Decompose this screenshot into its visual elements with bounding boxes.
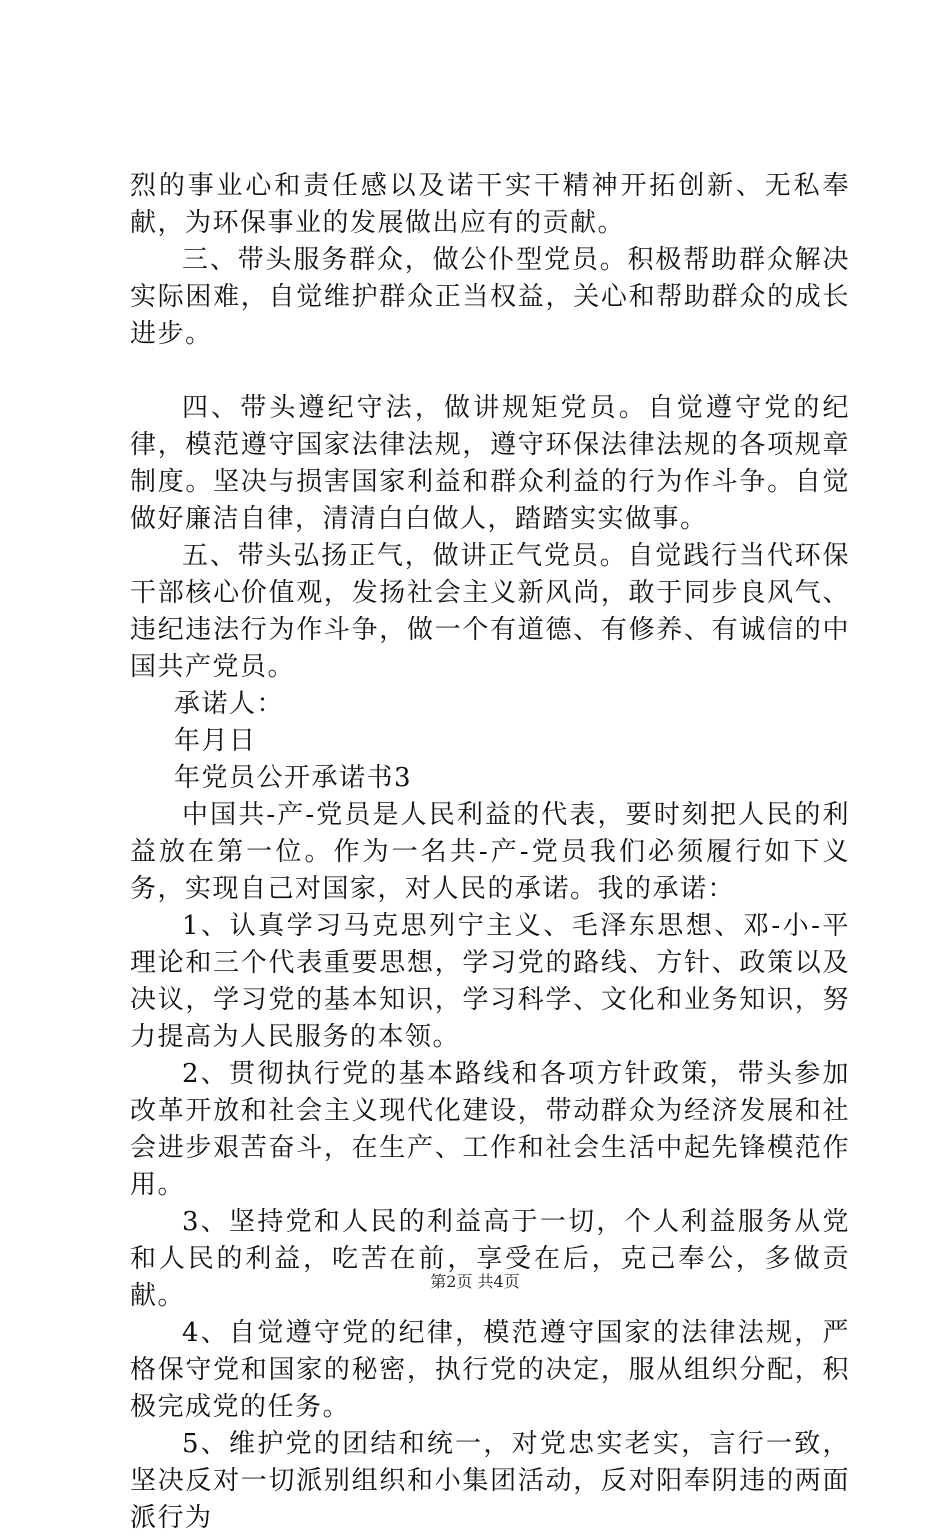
pledge-item-4: 4、自觉遵守党的纪律，模范遵守国家的法律法规，严格保守党和国家的秘密，执行党的决定，服从组织分配，积极完成党的任务。 xyxy=(130,1318,850,1422)
paragraph-item-three: 三、带头服务群众，做公仆型党员。积极帮助群众解决实际困难，自觉维护群众正当权益，关心和帮助群众的成长进步。 xyxy=(130,245,850,349)
paragraph-item-five: 五、带头弘扬正气，做讲正气党员。自觉践行当代环保干部核心价值观，发扬社会主义新风尚，敢于同步良风气、违纪违法行为作斗争，做一个有道德、有修养、有诚信的中国共产党员。 xyxy=(130,541,850,682)
page-footer: 第2页 共4页 xyxy=(430,1272,520,1291)
paragraph-item-four: 四、带头遵纪守法，做讲规矩党员。自觉遵守党的纪律，模范遵守国家法律法规，遵守环保法律法规的各项规章制度。坚决与损害国家利益和群众利益的行为作斗争。自觉做好廉洁自律，清清白白做人，踏踏实实做事。 xyxy=(130,393,850,534)
intro-paragraph: 中国共-产-党员是人民利益的代表，要时刻把人民的利益放在第一位。作为一名共-产-党员我们必须履行如下义务，实现自己对国家，对人民的承诺。我的承诺： xyxy=(130,800,850,904)
pledge-item-1: 1、认真学习马克思列宁主义、毛泽东思想、邓-小-平理论和三个代表重要思想，学习党的路线、方针、政策以及决议，学习党的基本知识，学习科学、文化和业务知识，努力提高为人民服务的本领。 xyxy=(130,911,850,1052)
date-line: 年月日 xyxy=(174,726,257,756)
pledge-item-5: 5、维护党的团结和统一，对党忠实老实，言行一致，坚决反对一切派别组织和小集团活动，反对阳奉阴违的两面派行为 xyxy=(130,1429,850,1533)
signatory-label: 承诺人： xyxy=(174,689,285,719)
section-title: 年党员公开承诺书3 xyxy=(174,763,413,793)
pledge-item-3: 3、坚持党和人民的利益高于一切，个人利益服务从党和人民的利益，吃苦在前，享受在后，克己奉公，多做贡献。 xyxy=(130,1207,850,1311)
paragraph-continuation: 烈的事业心和责任感以及诺干实干精神开拓创新、无私奉献，为环保事业的发展做出应有的贡献。 xyxy=(130,171,850,238)
document-body xyxy=(130,168,850,1537)
pledge-item-2: 2、贯彻执行党的基本路线和各项方针政策，带头参加改革开放和社会主义现代化建设，带动群众为经济发展和社会进步艰苦奋斗，在生产、工作和社会生活中起先锋模范作用。 xyxy=(130,1059,850,1200)
